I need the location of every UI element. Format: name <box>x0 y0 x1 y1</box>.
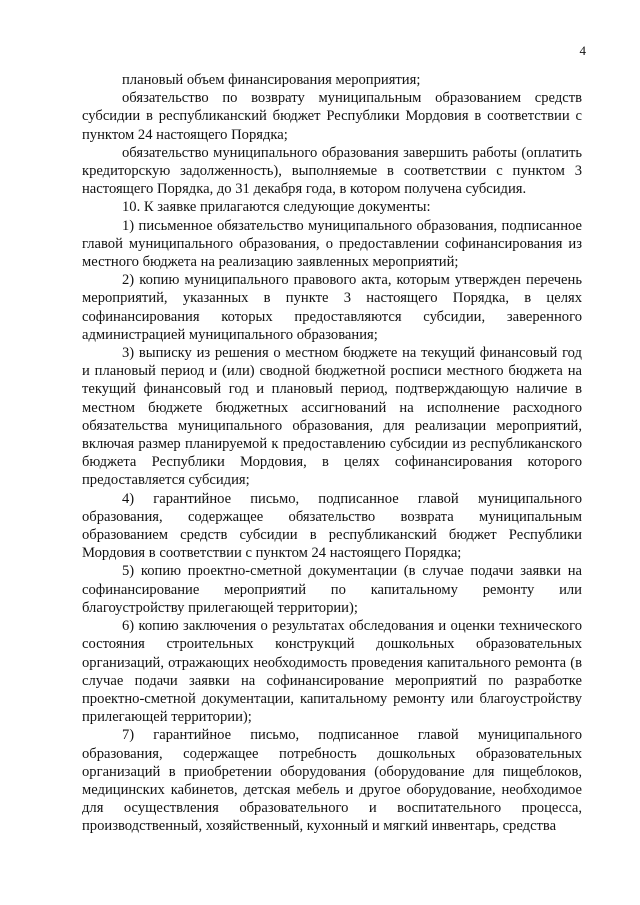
list-item-2: 2) копию муниципального правового акта, которым утвержден перечень мероприятий, указанных в пункте 3 настоящего Порядка, в целях софинансирования которых предоставляются субсидии, заверенного администрацией муниципального образования; <box>82 272 582 343</box>
paragraph-section-10-heading: 10. К заявке прилагаются следующие документы: <box>122 199 431 216</box>
list-item-4: 4) гарантийное письмо, подписанное главой муниципального образования, содержащее обязательство возврата муниципальным образованием средств субсидии в республиканский бюджет Республики Мордовия в соответствии с пунктом 24 настоящего Порядка; <box>82 490 582 562</box>
paragraph-funding-volume: плановый объем финансирования мероприятия; <box>122 72 421 88</box>
page-number: 4 <box>579 43 586 58</box>
list-item-1: 1) письменное обязательство муниципального образования, подписанное главой муниципального образования, о предоставлении софинансирования из местного бюджета на реализацию заявленных мероприятий; <box>82 217 582 271</box>
list-item-6: 6) копию заключения о результатах обследования и оценки технического состояния строительных конструкций дошкольных образовательных организаций, отражающих необходимость проведения капитального ремонта (в случае подачи заявки на софинансирование мероприятий по разработке проектно-сметной документации, капитальному ремонту или благоустройству прилегающей территории); <box>82 618 582 726</box>
list-item-7: 7) гарантийное письмо, подписанное главой муниципального образования, содержащее потребность дошкольных образовательных организаций в приобретении оборудования (оборудование для пищеблоков, медицинских кабинетов, детская мебель и другое оборудование, необходимое для осуществления образовательного и воспитательного процесса, производственный, хозяйственный, кухонный и мягкий инвентарь, средства <box>82 727 582 835</box>
list-item-3: 3) выписку из решения о местном бюджете на текущий финансовый год и плановый период и (или) сводной бюджетной росписи местного бюджета на текущий финансовый год и плановый период, подтверждающую наличие в местном бюджете бюджетных ассигнований на исполнение расходного обязательства муниципального образования, для реализации мероприятий, включая размер планируемой к предоставлению субсидии из республиканского бюджета Республики Мордовия, в целях софинансирования которого предоставляется субсидия; <box>82 345 582 489</box>
list-item-5: 5) копию проектно-сметной документации (в случае подачи заявки на софинансирование мероприятий по капитальному ремонту или благоустройству прилегающей территории); <box>82 563 582 616</box>
document-body <box>82 71 582 836</box>
paragraph-completion-obligation: обязательство муниципального образования завершить работы (оплатить кредиторскую задолженность), выполняемые в соответствии с пунктом 3 настоящего Порядка, до 31 декабря года, в котором получена субсидия. <box>82 144 582 198</box>
paragraph-return-obligation: обязательство по возврату муниципальным образованием средств субсидии в республиканский бюджет Республики Мордовия в соответствии с пунктом 24 настоящего Порядка; <box>82 90 582 143</box>
